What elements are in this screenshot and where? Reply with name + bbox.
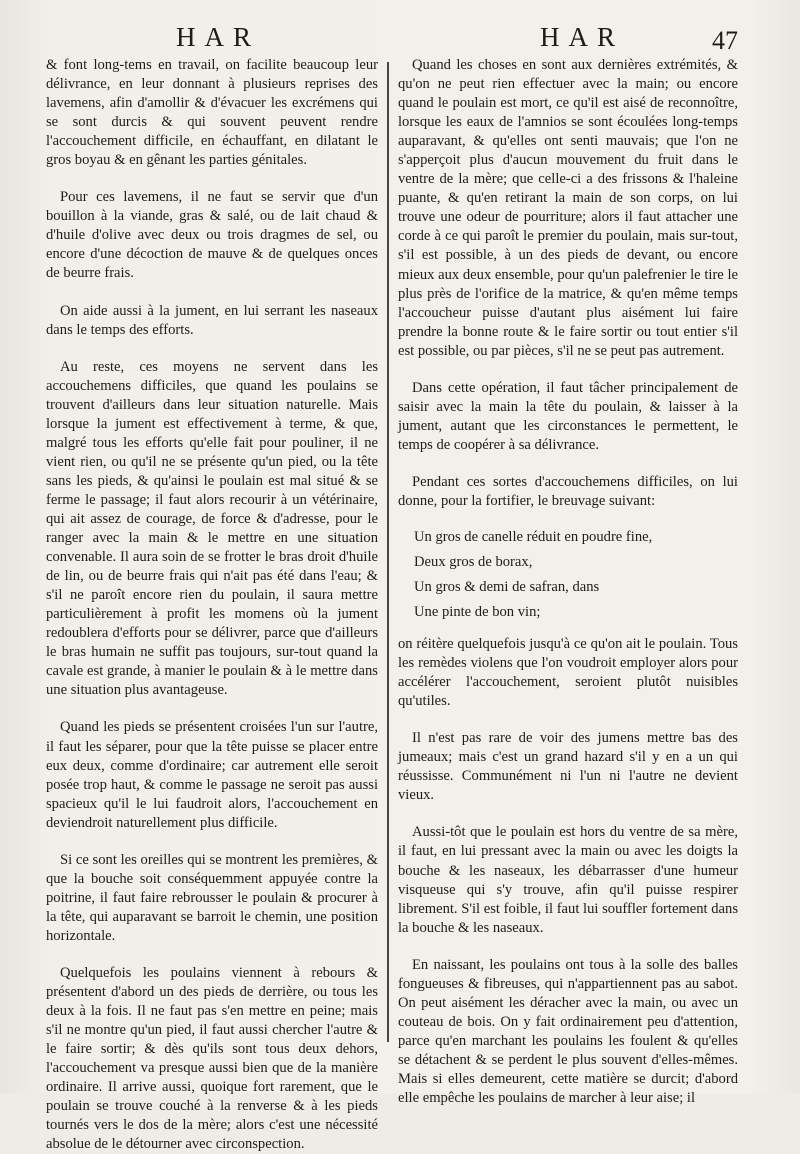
recipe-list [398,525,738,625]
paragraph: Si ce sont les oreilles qui se montrent les premières, & que la bouche soit conséquemment appuyée contre la poitrine, il faut faire rebrousser le poulain & procurer à la tête, qui auparavant se barroit le chemin, une position horizontale. [46,851,378,944]
recipe-item: Deux gros de borax, [414,554,533,571]
paragraph: Quelquefois les poulains viennent à rebours & présentent d'abord un des pieds de derrière, ou tous les deux à la fois. Il ne faut pas s'en mettre en peine; mais s'il ne montre qu'un pied, il faut aussi chercher l'autre & le faire sortir; & dès qu'ils sont tous deux dehors, l'accouchement va presque aussi bien que de la manière ordinaire. Il arrive aussi, quoique fort rarement, que le poulain se trouve couché à la renverse & à les pieds tournés vers le dos de la mère; alors c'est une nécessité absolue de le détourner avec circonspection. [46,964,378,1153]
recipe-item: Un gros & demi de safran, dans [414,579,600,596]
paragraph: Pour ces lavemens, il ne faut se servir que d'un bouillon à la viande, gras & salé, ou de lait chaud & d'huile d'olive avec deux ou trois dragmes de sel, ou encore d'une décoction de mauve & de quelques onces de beurre frais. [46,189,378,282]
left-running-head: HAR [176,22,261,52]
paragraph: Quand les choses en sont aux dernières extrémités, & qu'on ne peut rien effectuer avec la main; ou encore quand le poulain est mort, ce qu'il est aisé de reconnoître, lorsque les eaux de l'amnios se sont écoulées long-temps auparavant, & qu'elles ont senti mauvais; que l'on ne s'apperçoit plus d'aucun mouvement du fruit dans le ventre de la mère; que celle-ci a des frissons & l'haleine puante, & qu'en retirant la main de son corps, on lui trouve une odeur de pourriture; alors il faut attacher une corde à ce qui paroît le premier du poulain, mais sur-tout, s'il est possible, à un des pieds de devant, ou encore mieux aux deux ensemble, pour qu'un palefrenier le tire le plus près de l'orifice de la matrice, & qu'en même temps l'accoucheur puisse d'autant plus aisément lui faire prendre la bonne route & le faire sortir ou tout entier s'il est possible, ou par pièces, s'il ne se peut pas autrement. [398,57,738,359]
left-column [46,56,378,1154]
paragraph: Pendant ces sortes d'accouchemens difficiles, on lui donne, pour la fortifier, le breuvage suivant: [398,473,738,509]
recipe-item: Une pinte de bon vin; [414,604,541,621]
paragraph: Il n'est pas rare de voir des jumens mettre bas des jumeaux; mais c'est un grand hazard s'il y en a un qui réussisse. Communément ni l'un ni l'autre ne devient vieux. [398,730,738,804]
paragraph: on réitère quelquefois jusqu'à ce qu'on ait le poulain. Tous les remèdes violens que l'on voudroit employer alors pour accélérer l'accouchement, seroient plutôt nuisibles qu'utiles. [398,636,738,710]
paragraph: Dans cette opération, il faut tâcher principalement de saisir avec la main la tête du poulain, & laisser à la jument, autant que les circonstances le permettent, le temps de coopérer à sa délivrance. [398,379,738,453]
page-header [0,22,800,56]
paragraph: Quand les pieds se présentent croisées l'un sur l'autre, il faut les séparer, pour que la tête puisse se placer entre eux deux, comme d'ordinaire; car autrement elle seroit posée trop haut, & comme le passage ne seroit pas aussi spacieux qu'il le lui faudroit alors, l'accouchement en deviendroit naturellement plus difficile. [46,719,378,831]
paragraph: Aussi-tôt que le poulain est hors du ventre de sa mère, il faut, en lui pressant avec la main ou avec les doigts la bouche & les naseaux, les débarrasser d'une humeur visqueuse qui s'y trouve, afin qu'il puisse respirer librement. S'il est foible, il faut lui souffler fortement dans la bouche & les naseaux. [398,824,738,936]
paragraph: En naissant, les poulains ont tous à la solle des balles fongueuses & fibreuses, qui n'appartiennent pas au sabot. On peut aisément les déracher avec la main, ou avec un couteau de bois. On y fait ordinairement peu d'attention, parce qu'en marchant les poulains les foulent & qu'elles se détachent & se perdent le plus souvent d'elles-mêmes. Mais si elles demeurent, cette matière se durcit; d'abord elle empêche les poulains de marcher à leur aise; il [398,956,738,1107]
paragraph: & font long-tems en travail, on facilite beaucoup leur délivrance, en leur donnant à plusieurs reprises des lavemens, afin d'amollir & d'évacuer les excrémens qui se sont durcis & qui souvent peuvent rendre l'accouchement difficile, en échauffant, en dilatant le gros boyau & en gênant les parties génitales. [46,57,378,169]
right-running-head: HAR [540,22,625,52]
recipe-item: Un gros de canelle réduit en poudre fine, [414,529,653,546]
right-column [398,56,738,1108]
page-number: 47 [712,26,738,55]
paragraph: Au reste, ces moyens ne servent dans les accouchemens difficiles, que quand les poulains se trouvent d'ailleurs dans leur situation naturelle. Mais lorsque la jument est effectivement à terme, & que, malgré tous les efforts qu'elle fait pour pouliner, il ne vient rien, ou qu'il ne se présente qu'un pied, ou la tête sans les pieds, & qu'ainsi le poulain est mal situé & se ferme le passage; il faut alors recourir à un vétérinaire, qui ait assez de courage, de force & d'adresse, pour le ranger avec la main & le mettre en une situation convenable. Il aura soin de se frotter le bras droit d'huile de lin, ou de beurre frais qui n'ait pas été dans l'eau; & s'il ne paroît encore rien du poulain, il saura mettre particulièrement à profit les momens où la jument redoublera d'efforts pour se délivrer, parce que d'ailleurs le bras humain ne suffit pas toujours, sur-tout quand la cavale est grande, à manier le poulain & à le mettre dans une situation plus avantageuse. [46,358,378,699]
paragraph: On aide aussi à la jument, en lui serrant les naseaux dans le temps des efforts. [46,302,378,338]
column-divider [387,62,389,1042]
